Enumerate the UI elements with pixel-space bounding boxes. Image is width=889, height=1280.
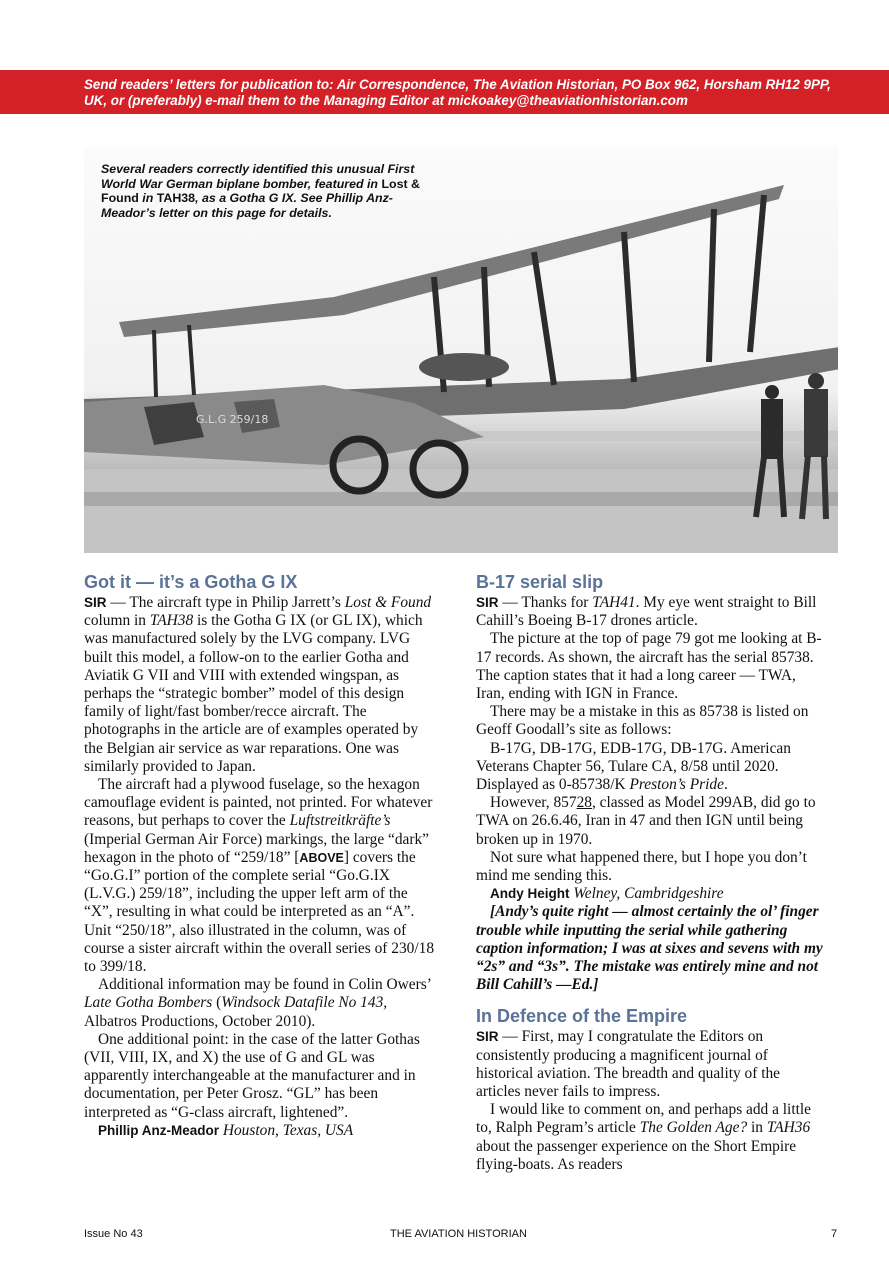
issue-ref: TAH36 — [766, 1119, 811, 1137]
soldier-head — [808, 373, 824, 389]
spacer — [476, 994, 828, 1005]
strut — [709, 209, 714, 362]
caption-column-title: Lost & Found — [101, 176, 420, 205]
article-title: The Golden Age? — [639, 1119, 748, 1137]
text: Additional information may be found in Colin Owers’ — [98, 976, 431, 994]
text: B-17G, DB-17G, EDB-17G, DB-17G. American Veterans Chapter 56, Tulare CA, 8/58 until 2020. Displayed as 0-85738/K — [476, 739, 791, 794]
text: I would like to comment on, and perhaps add a little to, Ralph Pegram’s article — [476, 1101, 811, 1137]
footer-magazine: THE AVIATION HISTORIAN — [390, 1228, 527, 1240]
sir-label: SIR — [476, 1029, 499, 1045]
letter2-paragraph — [476, 794, 828, 849]
text: about the passenger experience on the Short Empire flying-boats. As readers — [476, 1137, 797, 1173]
letter2-paragraph: Not sure what happened there, but I hope you don’t mind me sending this. — [476, 848, 807, 885]
gotha-photo — [84, 147, 838, 553]
sir-label: SIR — [84, 595, 107, 610]
letter1-heading: Got it — it’s a Gotha G IX — [84, 572, 298, 592]
italic-term: Luftstreitkräfte’s — [289, 812, 391, 830]
engine-nacelle — [419, 353, 509, 381]
signature-place: Houston, Texas, USA — [222, 1121, 354, 1139]
text: — Thanks for — [498, 594, 593, 611]
above-label: ABOVE — [299, 850, 344, 865]
strut — [189, 325, 194, 395]
text: The aircraft had a plywood fuselage, so the hexagon camouflage evident is painted, not printed. For whatever reasons, but perhaps to cover the — [84, 776, 433, 830]
caption-text: Several readers correctly identified this unusual First World War German biplane bomber, featured in — [101, 162, 415, 191]
issue-ref: TAH38 — [149, 612, 194, 630]
editor-note-text: [Andy’s quite right — almost certainly the ol’ finger trouble while inputting the serial while gathering caption information; I was at sixes and sevens with my “2s” and “3s”. The mistake — [476, 903, 823, 976]
text: — First, may I congratulate the Editors on consistently producing a magnificent journal of historical aviation. The breadth and quality of the articles never fails to impress. — [476, 1028, 781, 1101]
underlined-digits: 28 — [576, 794, 592, 812]
mechanic-leg — [780, 457, 784, 517]
column-right — [476, 571, 828, 1174]
runway-strip — [84, 492, 838, 506]
letter1-paragraph — [84, 976, 436, 1031]
text: in — [747, 1119, 767, 1137]
text: . — [723, 776, 728, 794]
text: . My eye went straight to Bill Cahill’s Boeing B-17 drones article. — [476, 594, 817, 630]
letter2-paragraph — [476, 740, 828, 795]
letter1-paragraph — [84, 776, 436, 976]
letter1-paragraph: One additional point: in the case of the latter Gothas (VII, VIII, IX, and X) the use of G and GL was apparently interchangeable at the manufacturer and in documentation, per Peter Grosz. “GL” has been interpreted as “G-class aircraft, lightened”. — [84, 1030, 420, 1121]
book-title: Late Gotha Bombers — [84, 994, 213, 1012]
text: — The aircraft type in Philip Jarrett’s — [106, 594, 345, 611]
letter1-paragraph — [84, 594, 436, 776]
text: column in — [84, 612, 150, 630]
caption-text: in — [138, 191, 157, 205]
text: ( — [212, 994, 222, 1012]
caption-text: , as a Gotha G IX. See Phillip Anz-Meador’s letter on this page for details. — [101, 191, 393, 220]
text: However, 857 — [490, 794, 577, 812]
series-title: Windsock Datafile No 143, — [221, 994, 388, 1012]
strut — [534, 252, 554, 385]
banner-text: Send readers’ letters for publication to: Air Correspondence, The Aviation Historian, PO Box 962, Horsham RH12 9PP, UK, or (preferably) e-mail them to the Managing Editor at mickoakey@theaviationhistorian.com — [84, 77, 831, 108]
issue-ref: TAH41 — [592, 594, 636, 611]
letter2-heading: B-17 serial slip — [476, 572, 604, 592]
letter3-paragraph — [476, 1028, 828, 1101]
photo-caption — [101, 162, 446, 220]
soldier-figure — [804, 389, 828, 457]
letter3-heading: In Defence of the Empire — [476, 1006, 688, 1027]
mechanic-figure — [761, 399, 783, 459]
aircraft-name: Preston’s Pride — [629, 776, 724, 794]
text: , classed as Model 299AB, did go to TWA on 26.6.46, Iran in 47 and then IGN until being broken up in 1970. — [476, 794, 816, 848]
text: ] covers the “Go.G.I” portion of the complete serial “Go.G.IX (L.V.G.) 259/18”, including the upper left arm of the “X”, resulting in what could be interpreted as an “A”. Unit “250/18”, also illustrated in the column, was of course a sister aircraft within the overall series of 230/18 to 399/18. — [84, 848, 435, 976]
letter2-paragraph — [476, 594, 828, 630]
letter3-paragraph — [476, 1101, 828, 1174]
column-title: Lost & Found — [344, 594, 432, 611]
letter2-paragraph: The picture at the top of page 79 got me looking at B-17 records. As shown, the aircraft has the serial 85738. The caption states that it had a long career — TWA, Iran, ending with IGN in France. — [476, 630, 822, 703]
column-left — [84, 571, 436, 1140]
submission-banner — [0, 70, 889, 114]
letter1-signature — [84, 1122, 436, 1140]
strut — [624, 232, 634, 382]
text: Albatros Productions, October 2010). — [84, 1012, 316, 1030]
editor-note-text: was entirely mine and not Bill Cahill’s —Ed.] — [476, 958, 819, 994]
footer-page-number: 7 — [831, 1228, 838, 1240]
footer-issue: Issue No 43 — [84, 1228, 143, 1240]
caption-issue: TAH38 — [156, 191, 196, 205]
strut — [154, 330, 156, 397]
mechanic-head — [765, 385, 779, 399]
strut — [750, 195, 764, 352]
editor-note — [476, 903, 828, 994]
text: is the Gotha G IX (or GL IX), which was manufactured solely by the LVG company. LVG built this model, a follow-on to the earlier Gotha and Aviatik G VII and VIII with extended wingspan, as perhaps the “strategic bomber” model of this design family of light/fast bomber/recce aircraft. The photographs in the article are of examples operated by the Belgian air service as war reparations. One was similarly provided to Japan. — [84, 612, 423, 775]
soldier-leg — [824, 455, 826, 519]
sir-label: SIR — [476, 595, 499, 610]
letter2-signature — [476, 885, 828, 903]
signature-name: Phillip Anz-Meador — [98, 1122, 219, 1138]
text: (Imperial German Air Force) markings, the large “dark” hexagon in the photo of “259/18” [ — [84, 830, 430, 866]
signature-place: Welney, Cambridgeshire — [573, 885, 724, 903]
letter2-paragraph: There may be a mistake in this as 85738 is listed on Geoff Goodall’s site as follows: — [476, 703, 809, 739]
signature-name: Andy Height — [490, 886, 570, 902]
fuselage-marking: G.L.G 259/18 — [196, 413, 269, 426]
